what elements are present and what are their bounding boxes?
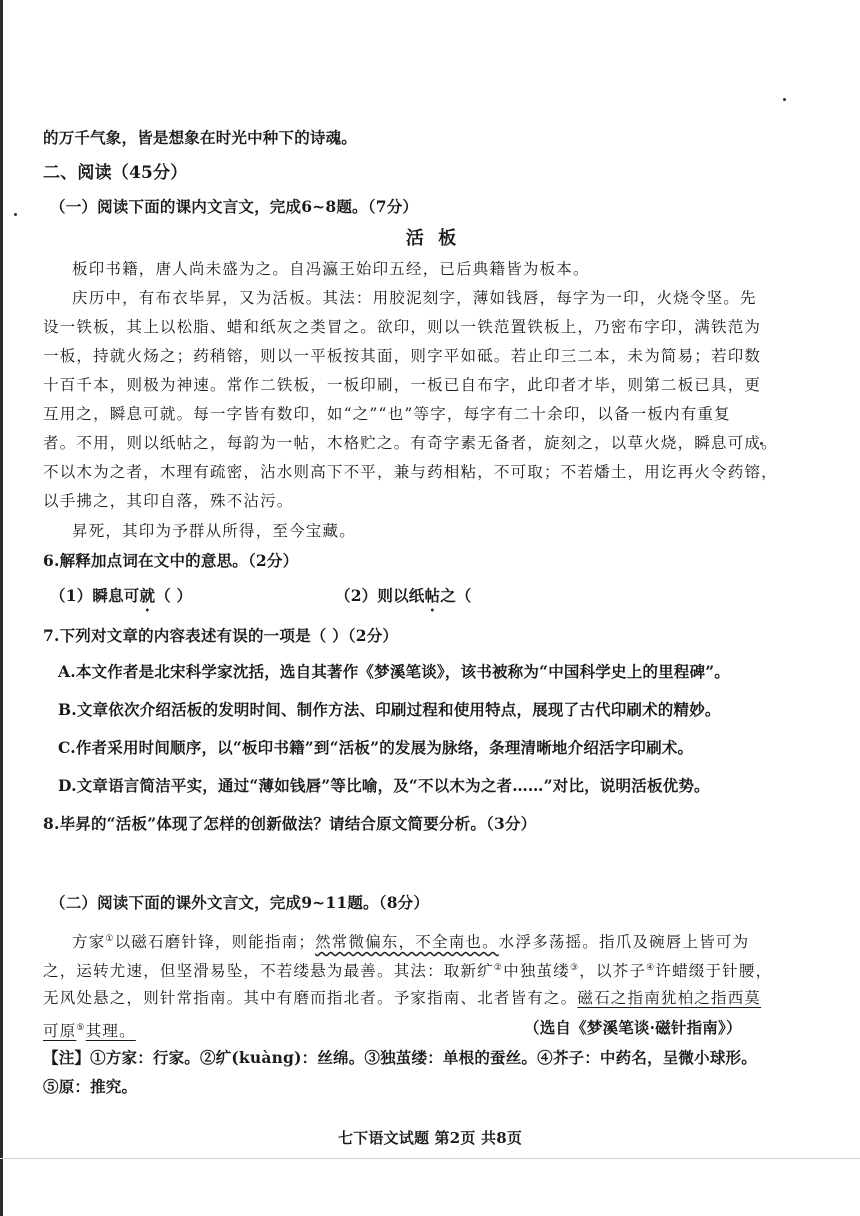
passage-line: 以手拂之，其印自落，殊不沾污。 xyxy=(43,492,294,510)
section-heading-reading: 二、阅读（45分） xyxy=(43,163,188,183)
passage-line: 互用之，瞬息可就。每一字皆有数印，如“之”“也”等字，每字有二十余印，以备一板内有重复 xyxy=(43,405,731,423)
passage2-line: 方家①以磁石磨针锋，则能指南；然常微偏东，不全南也。水浮多荡摇。指爪及碗唇上皆可为 xyxy=(72,933,750,952)
passage-title: 活 板 xyxy=(405,228,461,249)
passage-line: 昇死，其印为予群从所得，至今宝藏。 xyxy=(72,522,356,540)
passage2-line: 可原⑤其理。 xyxy=(43,1022,136,1041)
page-footer: 七下语文试题 第2页 共8页 xyxy=(337,1129,523,1147)
question-6: 6.解释加点词在文中的意思。（2分） xyxy=(43,551,299,570)
subsection-heading-2: （二）阅读下面的课外文言文，完成9~11题。（8分） xyxy=(50,893,430,912)
question-8: 8.毕昇的“活板”体现了怎样的创新做法？请结合原文简要分析。（3分） xyxy=(43,814,537,833)
option-a: A.本文作者是北宋科学家沈括，选自其著作《梦溪笔谈》，该书被称为“中国科学史上的里程碑”。 xyxy=(58,662,731,681)
passage-line: 者。不用，则以纸帖之，每韵为一帖，木格贮之。有奇字素无备者，旋刻之，以草火烧，瞬息可成。 xyxy=(43,434,778,452)
option-c: C.作者采用时间顺序，以“板印书籍”到“活板”的发展为脉络，条理清晰地介绍活字印刷术。 xyxy=(58,738,694,757)
scan-bottom-edge xyxy=(0,1158,860,1159)
scan-speck xyxy=(783,98,786,101)
underlined-sentence: 磁石之指南犹柏之指西莫 xyxy=(577,989,762,1007)
wavy-underlined-sentence: 然常微偏东，不全南也。 xyxy=(315,933,499,952)
scan-left-edge xyxy=(0,0,3,1216)
passage2-line: 无风处悬之，则针常指南。其中有磨而指北者。予家指南、北者皆有之。磁石之指南犹柏之指西莫 xyxy=(43,989,762,1007)
passage2-line: 之，运转尤速，但坚滑易坠，不若缕悬为最善。其法：取新纩②中独茧缕③，以芥子④许蜡缀于针腰， xyxy=(43,962,773,981)
dotted-word: 帖 xyxy=(424,586,441,605)
passage-line: 十百千本，则极为神速。常作二铁板，一板印刷，一板已自布字，此印者才毕，则第二板已具，更 xyxy=(43,376,762,394)
question-6-item-1: （1）瞬息可就（ ） xyxy=(50,586,193,605)
passage-line: 板印书籍，唐人尚未盛为之。自冯瀛王始印五经，已后典籍皆为板本。 xyxy=(72,260,590,278)
annotation-line: 【注】①方家：行家。②纩(kuàng)：丝绵。③独茧缕：单根的蚕丝。④芥子：中药名，呈微小球形。 xyxy=(43,1048,757,1067)
scan-speck xyxy=(14,213,17,216)
annotation-line: ⑤原：推究。 xyxy=(43,1077,138,1096)
underlined-sentence: 可原 xyxy=(43,1022,77,1041)
passage-line: 一板，持就火炀之；药稍镕，则以一平板按其面，则字平如砥。若止印三二本，未为简易；若印数 xyxy=(43,347,762,365)
answer-blank: （ ） xyxy=(155,586,193,605)
carryover-line: 的万千气象，皆是想象在时光中种下的诗魂。 xyxy=(43,128,358,147)
option-d: D.文章语言简洁平实，通过“薄如钱唇”等比喻，及“不以木为之者……”对比，说明活板优势。 xyxy=(58,776,710,795)
question-6-item-2: （2）则以纸帖之（ xyxy=(335,586,472,605)
question-7: 7.下列对文章的内容表述有误的一项是（ ）（2分） xyxy=(43,626,399,645)
passage-line: 设一铁板，其上以松脂、蜡和纸灰之类冒之。欲印，则以一铁范置铁板上，乃密布字印，满铁范为 xyxy=(43,318,762,336)
passage-line: 不以木为之者，木理有疏密，沾水则高下不平，兼与药相粘，不可取；不若燔土，用讫再火令药镕， xyxy=(43,463,778,481)
subsection-heading-1: （一）阅读下面的课内文言文，完成6~8题。（7分） xyxy=(50,197,419,216)
passage-line: 庆历中，有布衣毕昇，又为活板。其法：用胶泥刻字，薄如钱唇，每字为一印，火烧令坚。先 xyxy=(72,289,757,307)
passage2-source: （选自《梦溪笔谈·磁针指南》） xyxy=(524,1018,742,1037)
dotted-word: 就 xyxy=(139,586,156,605)
option-b: B.文章依次介绍活板的发明时间、制作方法、印刷过程和使用特点，展现了古代印刷术的精妙。 xyxy=(58,700,721,719)
